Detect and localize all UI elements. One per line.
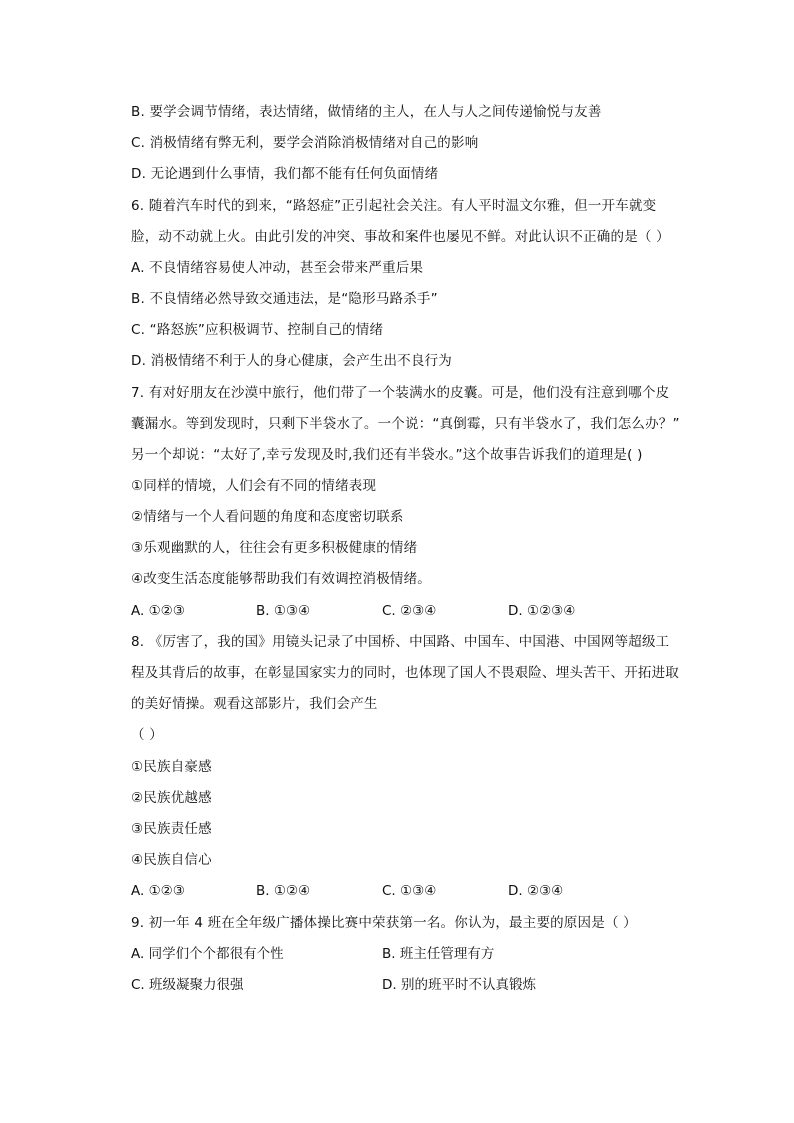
q8-option-d: D. ②③④ (508, 883, 564, 899)
q8-statement-2: ②民族优越感 (131, 790, 212, 806)
q7-statement-3: ③乐观幽默的人，往往会有更多积极健康的情绪 (131, 540, 418, 556)
q6-option-d: D. 消极情绪不利于人的身心健康，会产生出不良行为 (131, 353, 452, 369)
q9-stem: 9. 初一年 4 班在全年级广播体操比赛中荣获第一名。你认为，最主要的原因是（ ） (131, 915, 637, 931)
q6-option-a: A. 不良情绪容易使人冲动，甚至会带来严重后果 (131, 260, 424, 276)
q5-option-d: D. 无论遇到什么事情，我们都不能有任何负面情绪 (131, 166, 439, 182)
q7-option-b: B. ①③④ (256, 603, 311, 619)
q7-option-c: C. ②③④ (382, 603, 437, 619)
q8-statement-4: ④民族自信心 (131, 852, 212, 868)
q8-stem-line-2: 程及其背后的故事，在彰显国家实力的同时，也体现了国人不畏艰险、埋头苦干、开拓进取 (131, 665, 679, 681)
q7-stem-line-2: 囊漏水。等到发现时，只剩下半袋水了。一个说：“真倒霉，只有半袋水了，我们怎么办？” (131, 416, 680, 432)
q8-statement-3: ③民族责任感 (131, 821, 212, 837)
q7-statement-4: ④改变生活态度能够帮助我们有效调控消极情绪。 (131, 571, 432, 587)
q5-option-b: B. 要学会调节情绪，表达情绪，做情绪的主人，在人与人之间传递愉悦与友善 (131, 104, 602, 120)
q7-option-a: A. ①②③ (131, 603, 185, 619)
q8-stem-line-1: 8. 《厉害了，我的国》用镜头记录了中国桥、中国路、中国车、中国港、中国网等超级工 (131, 634, 670, 650)
q7-statement-1: ①同样的情境，人们会有不同的情绪表现 (131, 478, 377, 494)
q6-stem-line-2: 脸，动不动就上火。由此引发的冲突、事故和案件也屡见不鲜。对此认识不正确的是（ ） (131, 229, 670, 245)
q8-stem-line-3: 的美好情操。观看这部影片，我们会产生 (131, 696, 378, 712)
q9-option-c: C. 班级凝聚力很强 (131, 977, 244, 993)
q7-stem-line-3: 另一个却说：“太好了,幸亏发现及时,我们还有半袋水。”这个故事告诉我们的道理是( ) (131, 447, 643, 463)
q6-stem-line-1: 6. 随着汽车时代的到来，“路怒症”正引起社会关注。有人平时温文尔雅，但一开车就变 (131, 198, 657, 214)
q6-option-c: C. “路怒族”应积极调节、控制自己的情绪 (131, 322, 384, 338)
q8-statement-1: ①民族自豪感 (131, 759, 212, 775)
q7-option-d: D. ①②③④ (508, 603, 576, 619)
q9-option-b: B. 班主任管理有方 (382, 946, 495, 962)
q7-stem-line-1: 7. 有对好朋友在沙漠中旅行，他们带了一个装满水的皮囊。可是，他们没有注意到哪个皮 (131, 385, 670, 401)
q8-option-b: B. ①②④ (256, 883, 311, 899)
q9-option-a: A. 同学们个个都很有个性 (131, 946, 284, 962)
q8-answer-paren: （ ） (131, 727, 163, 743)
q8-option-a: A. ①②③ (131, 883, 185, 899)
q8-option-c: C. ①③④ (382, 883, 437, 899)
q5-option-c: C. 消极情绪有弊无利，要学会消除消极情绪对自己的影响 (131, 135, 479, 151)
q6-option-b: B. 不良情绪必然导致交通违法，是“隐形马路杀手” (131, 291, 438, 307)
q9-option-d: D. 别的班平时不认真锻炼 (382, 977, 536, 993)
q7-statement-2: ②情绪与一个人看问题的角度和态度密切联系 (131, 509, 404, 525)
